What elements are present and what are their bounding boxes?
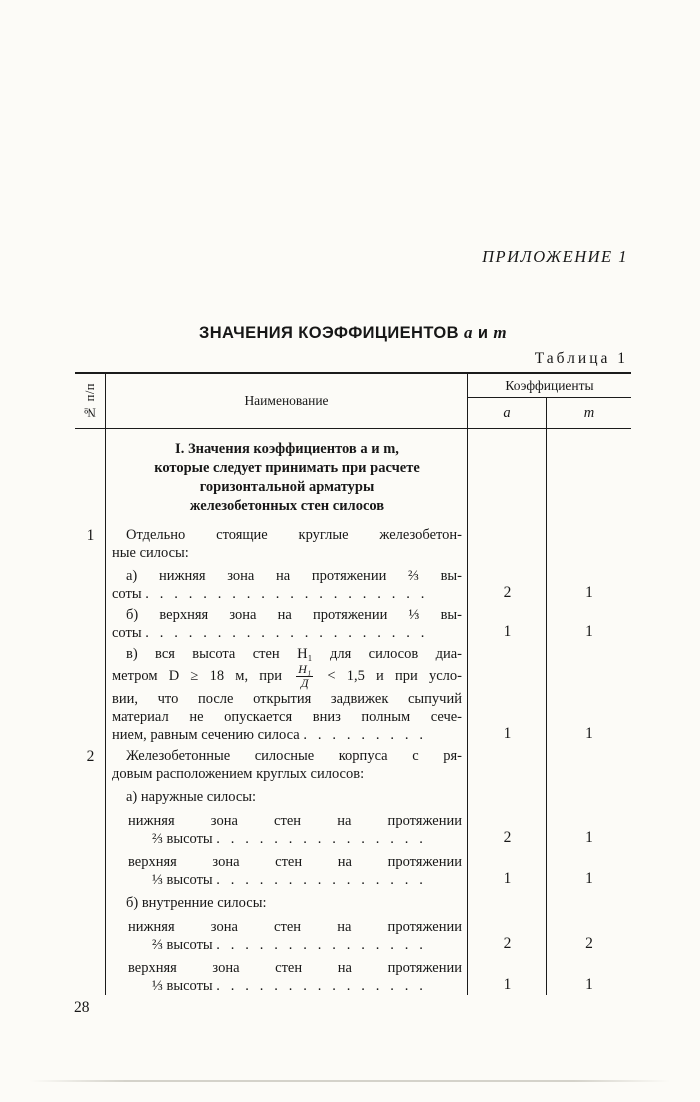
text-line: нижняя зона стен на протяжении (128, 813, 462, 829)
table-vertical-rule (467, 429, 468, 995)
coef-m-value: 2 (585, 935, 593, 952)
text-line: вии, что после открытия задвижек сыпучий (112, 691, 462, 707)
row-text (106, 918, 468, 954)
text-line: ⅔ высоты . . . . . . . . . . . . . . . (152, 937, 423, 953)
coef-a-value: 2 (503, 584, 512, 601)
row-text (106, 812, 468, 848)
table-row-1-intro (75, 526, 631, 562)
coef-a-value: 1 (503, 976, 512, 993)
coef-a-value: 1 (503, 870, 512, 887)
text-line: Железобетонные силосные корпуса с ря- (126, 748, 462, 764)
coefficients-table (75, 372, 631, 1000)
row-text (106, 645, 468, 744)
table-row-1a (75, 567, 631, 603)
text-line: ные силосы: (112, 545, 189, 561)
coef-a-symbol: a (463, 323, 473, 342)
row-text (106, 788, 468, 806)
table-vertical-rule (546, 429, 547, 995)
row-text (106, 606, 468, 642)
text-line: а) наружные силосы: (126, 789, 257, 805)
coef-m-value: 1 (585, 584, 593, 601)
title-conjunction: и (477, 324, 489, 342)
coef-m-value: 1 (585, 623, 593, 640)
text-line: соты . . . . . . . . . . . . . . . . . . . . (112, 625, 425, 641)
row-text (106, 747, 468, 783)
coef-m-value: 1 (585, 870, 593, 887)
text-line: в) вся высота стен H₁ для силосов диа- (126, 646, 462, 662)
table-header (75, 372, 631, 429)
table-vertical-rule (105, 429, 106, 995)
coef-a-value: 2 (503, 829, 512, 846)
text-line: довым расположением круглых силосов: (112, 766, 365, 782)
section-header-text (106, 440, 468, 516)
table-row-2b-lower (75, 918, 631, 954)
coef-a-value: 1 (503, 725, 512, 742)
col-num-header (75, 374, 106, 428)
text-line: горизонтальной арматуры (199, 479, 375, 495)
row-text (106, 959, 468, 995)
row-text (106, 894, 468, 912)
text-line: верхняя зона стен на протяжении (128, 960, 462, 976)
text-line: ⅔ высоты . . . . . . . . . . . . . . . (152, 831, 423, 847)
stacked-fraction: $\frac{\text{H₁}}{Д}$ (298, 662, 312, 690)
row-text (106, 526, 468, 562)
col-m-header: m (583, 404, 595, 421)
page-title (75, 323, 631, 343)
coef-m-symbol: m (493, 323, 508, 342)
text-line: метром D ≥ 18 м, при $\frac{\text{H₁}}{Д}$ < 1,5 и при усло- (112, 662, 462, 690)
text-line: железобетонных стен силосов (189, 498, 385, 514)
text-line: б) верхняя зона на протяжении ⅓ вы- (126, 607, 462, 623)
text-line: нижняя зона стен на протяжении (128, 919, 462, 935)
text-line: которые следует принимать при расчете (154, 460, 420, 476)
text-line: а) нижняя зона на протяжении ⅔ вы- (126, 568, 462, 584)
col-a-header: a (468, 398, 547, 428)
col-name-header: Наименование (106, 374, 468, 428)
table-row-2b-heading (75, 894, 631, 912)
coef-m-value: 1 (585, 725, 593, 742)
text-line: ⅓ высоты . . . . . . . . . . . . . . . (152, 978, 423, 994)
coef-a-value: 2 (503, 935, 512, 952)
table-row-1v (75, 645, 631, 744)
text-line: верхняя зона стен на протяжении (128, 854, 462, 870)
text-line: материал не опускается вниз полным сече- (112, 709, 462, 725)
text-line: соты . . . . . . . . . . . . . . . . . . . . (112, 586, 425, 602)
table-body (75, 429, 631, 995)
page-title-text: ЗНАЧЕНИЯ КОЭФФИЦИЕНТОВ (198, 324, 459, 342)
table-row-1b (75, 606, 631, 642)
coef-a-value: 1 (503, 623, 512, 640)
col-num-header-label: № п/п (82, 382, 97, 420)
text-line: б) внутренние силосы: (126, 895, 267, 911)
coef-subheaders (468, 398, 631, 428)
text-line: I. Значения коэффициентов a и m, (175, 441, 399, 457)
table-section-header (75, 440, 631, 516)
row-number: 2 (86, 748, 95, 765)
row-text (106, 567, 468, 603)
appendix-label: ПРИЛОЖЕНИЕ 1 (482, 247, 628, 266)
table-caption: Таблица 1 (534, 350, 628, 367)
row-number: 1 (86, 527, 95, 544)
page-number: 28 (74, 999, 90, 1016)
table-row-2a-lower (75, 812, 631, 848)
coef-m-value: 1 (585, 976, 593, 993)
col-coef-header (468, 374, 631, 428)
table-row-2-intro (75, 747, 631, 783)
table-row-2a-upper (75, 853, 631, 889)
text-line: Отдельно стоящие круглые железобетон- (126, 527, 462, 543)
scan-edge-artifact (30, 1080, 670, 1082)
row-text (106, 853, 468, 889)
coef-m-value: 1 (585, 829, 593, 846)
col-coef-header-label: Коэффициенты (468, 374, 631, 398)
table-row-2b-upper (75, 959, 631, 995)
text-line: нием, равным сечению силоса . . . . . . . . . (112, 727, 423, 743)
text-line: ⅓ высоты . . . . . . . . . . . . . . . (152, 872, 423, 888)
table-row-2a-heading (75, 788, 631, 806)
